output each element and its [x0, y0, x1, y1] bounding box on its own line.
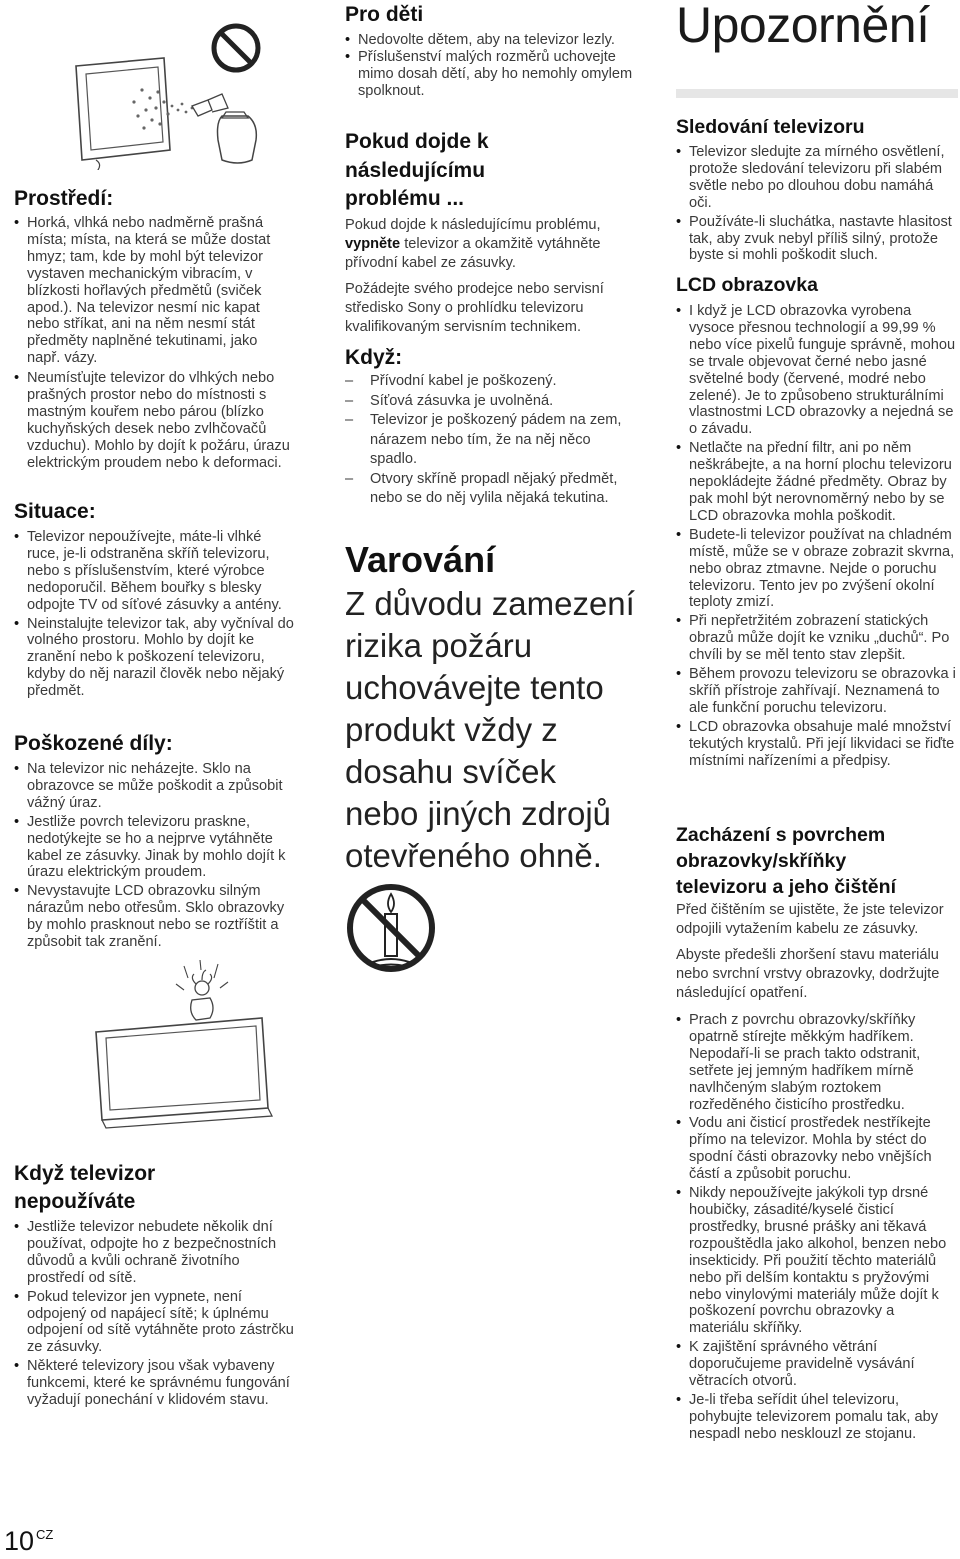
section-heading-sledovani: Sledování televizoru: [676, 116, 865, 138]
list-item: • Jestliže televizor nebudete několik dní používat, odpojte ho z bezpečnostních důvodů a kvůli ochraně životního prostředí od sítě.: [14, 1219, 299, 1287]
warning-heading: Varování: [345, 539, 496, 580]
list-item: • Neumísťujte televizor do vlhkých nebo prašných prostor nebo do místnosti s mastným kouřem nebo párou (blízko kuchyňských desek nebo zvlhčovačů vzduchu). Mohlo by dojít k požáru, úrazu elektrickým proudem nebo k deformaci.: [14, 370, 294, 471]
list-item: • Během provozu televizoru se obrazovka i skříň přístroje zahřívají. Neznamená to ale funkční poruchu televizoru.: [676, 666, 958, 717]
list-item: • Budete-li televizor používat na chladném místě, může se v obraze zobrazit skvrna, nebo obraz ztmavne. Nejde o poruchu televizoru. Tento jev po zvýšení okolní teploty zmizí.: [676, 527, 958, 612]
page-language: CZ: [36, 1527, 54, 1542]
list-item: – Otvory skříně propadl nějaký předmět, nebo se do něj vylila nějaká tekutina.: [345, 470, 630, 509]
list-cisteni: [676, 1012, 958, 1443]
list-sledovani: [676, 144, 958, 264]
section-heading-problem: Pokud dojde k následujícímu problému ...: [345, 130, 489, 210]
list-item: • Nedovolte dětem, aby na televizor lezly.: [345, 32, 635, 49]
page-title: Upozornění: [676, 0, 930, 53]
section-heading-lcd: LCD obrazovka: [676, 274, 818, 296]
section-heading-prostredi: Prostředí:: [14, 187, 114, 210]
list-item: • K zajištění správného větrání doporučujeme pravidelně vysávání větracích otvorů.: [676, 1339, 958, 1390]
cisteni-paragraph-2: Abyste předešli zhoršení stavu materiálu nebo svrchní vrstvy obrazovky, dodržujte následující opatření.: [676, 947, 940, 1001]
list-item: • Prach z povrchu obrazovky/skříňky opatrně stírejte měkkým hadříkem. Nepodaří-li se prach takto odstranit, setřete jej jemným hadříkem mírně navlhčeným slabým roztokem rozředěného čisticího prostředku.: [676, 1012, 958, 1113]
section-heading-situace: Situace:: [14, 500, 96, 523]
no-candle-icon: [345, 880, 445, 980]
section-heading-pro-deti: Pro děti: [345, 3, 424, 26]
section-heading-cisteni: Zacházení s povrchem obrazovky/skříňky televizoru a jeho čištění: [676, 824, 896, 898]
list-item: • Na televizor nic neházejte. Sklo na obrazovce se může poškodit a způsobit vážný úraz.: [14, 761, 296, 812]
list-item: • LCD obrazovka obsahuje malé množství tekutých krystalů. Při její likvidaci se řiďte místními nařízeními a předpisy.: [676, 719, 958, 770]
list-item: • Při nepřetržitém zobrazení statických obrazů může dojít ke vzniku „duchů“. Po chvíli by se měl tento stav zlepšit.: [676, 613, 958, 664]
section-heading-nepouzivate: Když televizor nepoužíváte: [14, 1162, 156, 1213]
list-item: – Síťová zásuvka je uvolněná.: [345, 392, 630, 412]
list-item: • I když je LCD obrazovka vyrobena vysoce přesnou technologií a 99,99 % nebo více pixelů funguje správně, mohou se trvale objevovat černé nebo jasné světelné body (červené, modré nebo zelené). Je to způsobeno strukturálními vlastnostmi LCD obrazovky a nejedná se o závadu.: [676, 303, 958, 438]
section-heading-kdyz: Když:: [345, 346, 403, 369]
list-item: • Používáte-li sluchátka, nastavte hlasitost tak, aby zvuk nebyl příliš silný, protože byste si mohli poškodit sluch.: [676, 214, 958, 265]
list-item: • Horká, vlhká nebo nadměrně prašná místa; místa, na která se může dostat hmyz; tam, kde by mohl být televizor vystaven mechanickým vibracím, v blízkosti hořlavých předmětů (sviček apod.). Na televizor nesmí nic kapat nebo stříkat, ani na něm nesmí stát předměty naplněné tekutinami, jako např. vázy.: [14, 215, 294, 367]
list-prostredi: [14, 215, 294, 472]
list-item: • Nevystavujte LCD obrazovku silným nárazům nebo otřesům. Sklo obrazovky by mohlo prasknout nebo se roztříštit a způsobit tak zranění.: [14, 883, 296, 951]
list-item: • Nikdy nepoužívejte jakýkoli typ drsné houbičky, zásadité/kyselé čisticí prostředky, brusné prášky ani těkavá rozpouštědla jako alkohol, benzen nebo insekticidy. Při použití těchto materiálů nebo při delším kontaktu s pryžovými nebo vinylovými materiály může dojít k poškození povrchu obrazovky a materiálu skříňky.: [676, 1185, 958, 1337]
title-rule: [676, 89, 958, 98]
list-item: • Televizor nepoužívejte, máte-li vlhké ruce, je-li odstraněna skříň televizoru, nebo s příslušenstvím, které výrobce nedoporučil. Během bouřky s blesky odpojte TV od síťové zásuvky a antény.: [14, 529, 296, 614]
falling-object-illustration: [84, 960, 284, 1130]
list-lcd: [676, 303, 958, 769]
list-item: • Pokud televizor jen vypnete, není odpojený od napájecí sítě; k úplnému odpojení od sítě vytáhněte proto zástrčku ze zásuvky.: [14, 1289, 299, 1357]
page-number-value: 10: [4, 1526, 35, 1556]
list-poskozene: [14, 761, 296, 951]
problem-paragraph-1: Pokud dojde k následujícímu problému, vypněte televizor a okamžitě vytáhněte přívodní kabel ze zásuvky.: [345, 217, 601, 271]
warning-text: Z důvodu zamezení rizika požáru uchovávejte tento produkt vždy z dosahu svíček nebo jiných zdrojů otevřeného ohně.: [345, 585, 635, 874]
list-situace: [14, 529, 296, 700]
list-item: • Vodu ani čisticí prostředek nestříkejte přímo na televizor. Mohla by stéct do spodní části obrazovky nebo vnějších částí a způsobit poruchu.: [676, 1115, 958, 1183]
list-item: • Neinstalujte televizor tak, aby vyčníval do volného prostoru. Mohlo by dojít ke zranění nebo k poškození televizoru, kdyby do něj narazil člověk nebo nějaký předmět.: [14, 616, 296, 701]
list-item: • Některé televizory jsou však vybaveny funkcemi, které ke správnému fungování vyžadují ponechání v klidovém stavu.: [14, 1358, 299, 1409]
no-spray-illustration: [72, 20, 272, 170]
emphasis-vypnete: vypněte: [345, 236, 401, 252]
problem-paragraph-2: Požádejte svého prodejce nebo servisní středisko Sony o prohlídku televizoru kvalifikovaným servisním technikem.: [345, 281, 604, 335]
section-heading-poskozene: Poškozené díly:: [14, 732, 173, 755]
list-kdyz: [345, 372, 630, 509]
cisteni-paragraph-1: Před čištěním se ujistěte, že jste televizor odpojili vytažením kabelu ze zásuvky.: [676, 902, 944, 937]
list-item: – Televizor je poškozený pádem na zem, nárazem nebo tím, že na něj něco spadlo.: [345, 411, 630, 470]
list-item: • Jestliže povrch televizoru praskne, nedotýkejte se ho a nejprve vytáhněte kabel ze zásuvky. Jinak by mohlo dojít k úrazu elektrickým proudem.: [14, 814, 296, 882]
list-item: – Přívodní kabel je poškozený.: [345, 372, 630, 392]
page-number: [4, 1526, 53, 1556]
list-item: • Příslušenství malých rozměrů uchovejte mimo dosah dětí, aby ho nemohly omylem spolknout.: [345, 49, 635, 100]
list-pro-deti: [345, 32, 635, 100]
list-item: • Netlačte na přední filtr, ani po něm neškrábejte, a na horní plochu televizoru nepokládejte žádné předměty. Obraz by pak mohl být nerovnoměrný nebo by se LCD obrazovka mohla poškodit.: [676, 440, 958, 525]
list-nepouzivate: [14, 1219, 299, 1409]
list-item: • Televizor sledujte za mírného osvětlení, protože sledování televizoru při slabém světle nebo po dlouhou dobu namáhá oči.: [676, 144, 958, 212]
list-item: • Je-li třeba seřídit úhel televizoru, pohybujte televizorem pomalu tak, aby nespadl nebo nesklouzl ze stojanu.: [676, 1392, 958, 1443]
